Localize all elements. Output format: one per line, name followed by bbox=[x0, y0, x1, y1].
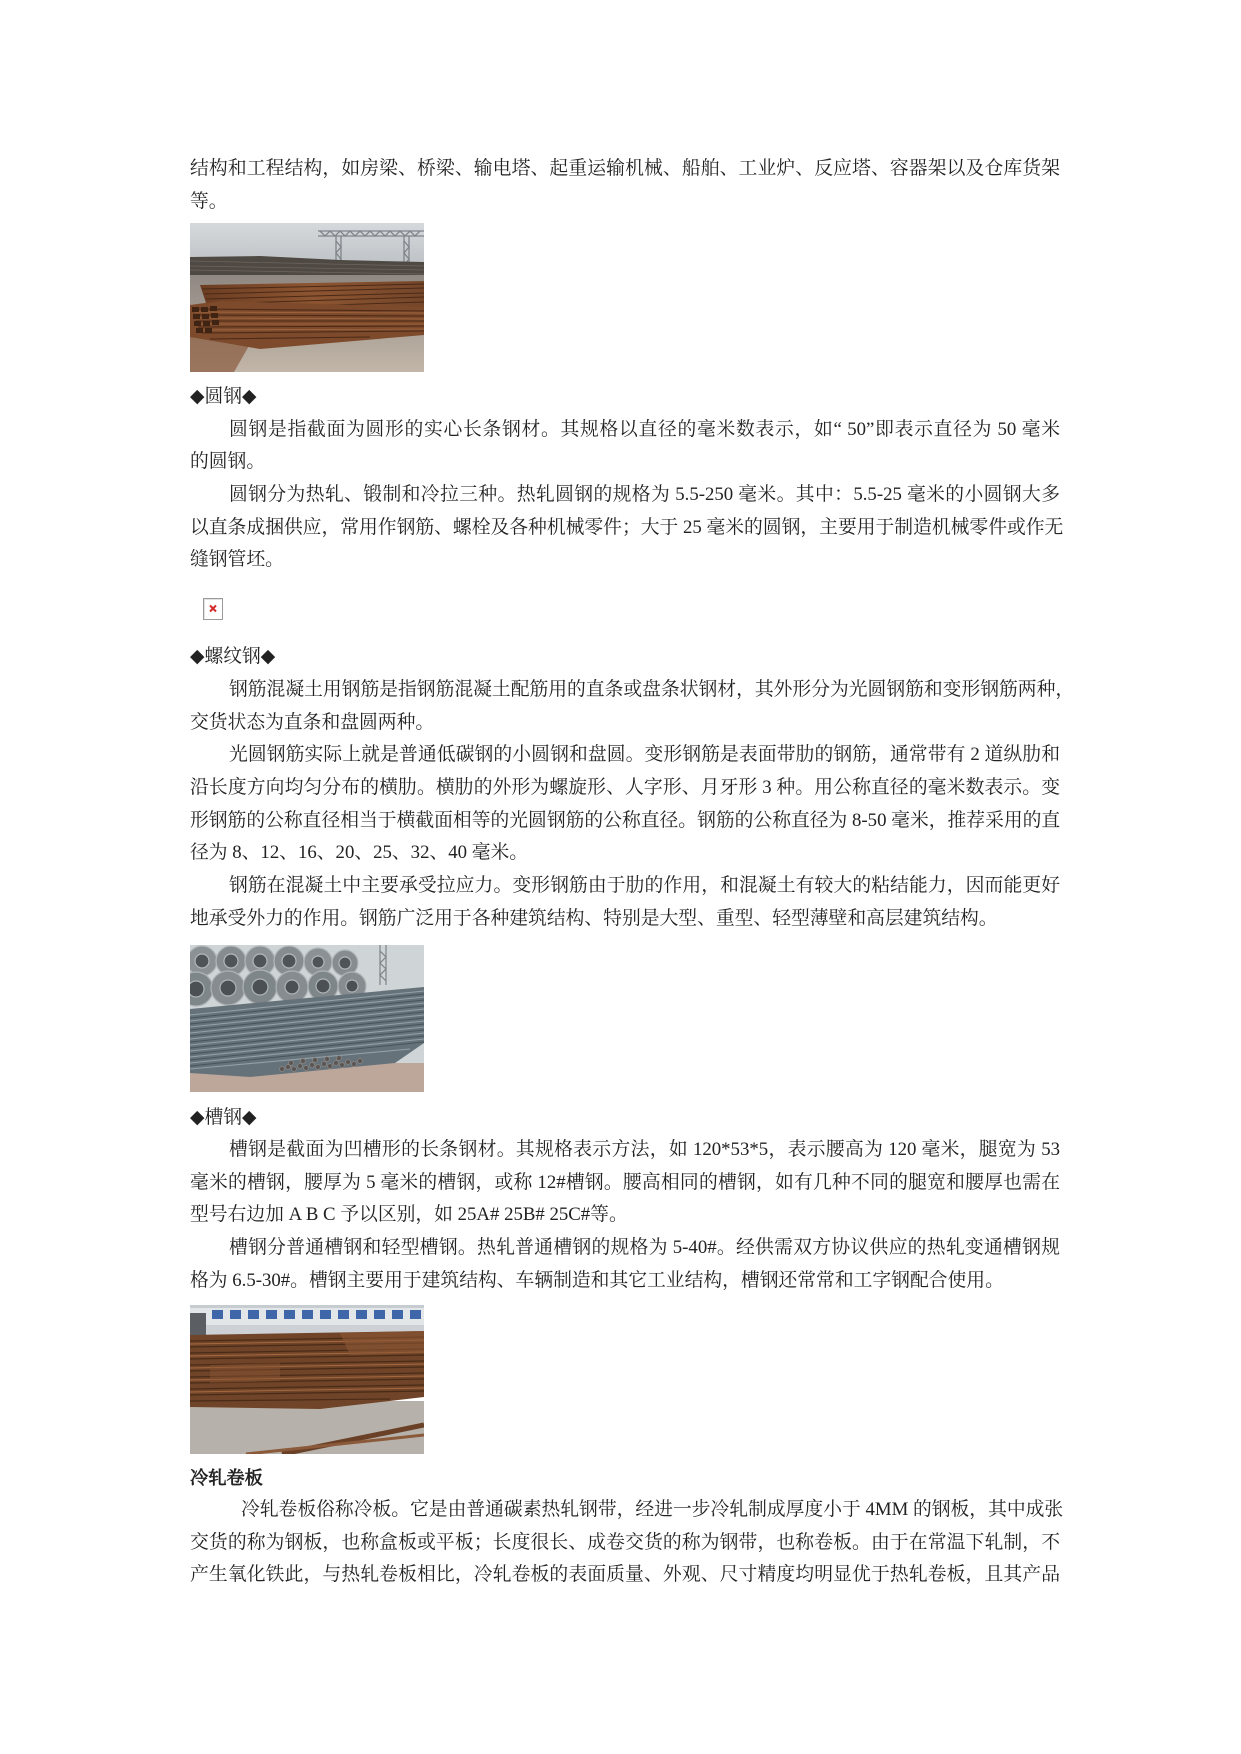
round-steel-body bbox=[190, 414, 1064, 577]
paragraph-line: 沿长度方向均匀分布的横肋。横肋的外形为螺旋形、人字形、月牙形 3 种。用公称直径的毫米数表示。变 bbox=[190, 777, 1060, 799]
paragraph-line: 毫米的槽钢，腰厚为 5 毫米的槽钢，或称 12#槽钢。腰高相同的槽钢，如有几种不同的腿宽和腰厚也需在 bbox=[190, 1171, 1060, 1193]
paragraph-line: 地承受外力的作用。钢筋广泛用于各种建筑结构、特别是大型、重型、轻型薄壁和高层建筑结构。 bbox=[190, 907, 998, 929]
paragraph-line: 冷轧卷板俗称冷板。它是由普通碳素热轧钢带，经进一步冷轧制成厚度小于 4MM 的钢板，其中成张 bbox=[241, 1499, 1064, 1520]
cold-rolled-coil-body bbox=[190, 1494, 1064, 1592]
paragraph-line: 钢筋混凝土用钢筋是指钢筋混凝土配筋用的直条或盘条状钢材，其外形分为光圆钢筋和变形钢筋两种， bbox=[229, 679, 1075, 700]
paragraph-line: 径为 8、12、16、20、25、32、40 毫米。 bbox=[190, 842, 529, 864]
rebar-bundle-photo bbox=[190, 945, 424, 1092]
paragraph-line: 格为 6.5-30#。槽钢主要用于建筑结构、车辆制造和其它工业结构，槽钢还常常和工字钢配合使用。 bbox=[190, 1269, 1004, 1291]
paragraph-line: 交货的称为钢板，也称盒板或平板；长度很长、成卷交货的称为钢带，也称卷板。由于在常温下轧制，不 bbox=[190, 1531, 1060, 1553]
paragraph-line: 的圆钢。 bbox=[190, 451, 266, 473]
paragraph-line: 产生氧化铁此，与热轧卷板相比，冷轧卷板的表面质量、外观、尺寸精度均明显优于热轧卷板，且其产品 bbox=[190, 1564, 1060, 1586]
paragraph-line: 型号右边加 A B C 予以区别，如 25A# 25B# 25C#等。 bbox=[190, 1204, 628, 1226]
steel-beam-stack-image bbox=[190, 223, 424, 372]
paragraph-line: 圆钢是指截面为圆形的实心长条钢材。其规格以直径的毫米数表示，如“ 50”即表示直径为 50 毫米 bbox=[229, 418, 1060, 440]
channel-steel-stack-photo bbox=[190, 1305, 424, 1454]
paragraph-line: 槽钢是截面为凹槽形的长条钢材。其规格表示方法，如 120*53*5，表示腰高为 120 毫米，腿宽为 53 bbox=[229, 1139, 1060, 1160]
paragraph-line: 光圆钢筋实际上就是普通低碳钢的小圆钢和盘圆。变形钢筋是表面带肋的钢筋，通常带有 2 道纵肋和 bbox=[229, 744, 1060, 766]
channel-steel-stacks bbox=[190, 1331, 424, 1409]
section-heading-round-steel: ◆圆钢◆ bbox=[190, 386, 257, 407]
intro-paragraph bbox=[190, 153, 1060, 218]
paragraph-line: 钢筋在混凝土中主要承受拉应力。变形钢筋由于肋的作用，和混凝土有较大的粘结能力，因而能更好 bbox=[229, 875, 1060, 897]
channel-steel-body bbox=[190, 1134, 1060, 1297]
steel-beam-stack-photo bbox=[190, 223, 424, 372]
section-heading-cold-rolled-coil: 冷轧卷板 bbox=[190, 1467, 263, 1489]
paragraph-line: 形钢筋的公称直径相当于横截面相等的光圆钢筋的公称直径。钢筋的公称直径为 8-50 毫米，推荐采用的直 bbox=[190, 809, 1061, 831]
channel-steel-stack-image bbox=[190, 1305, 424, 1454]
section-heading-rebar: ◆螺纹钢◆ bbox=[190, 646, 276, 667]
paragraph-line: 交货状态为直条和盘圆两种。 bbox=[190, 711, 435, 733]
broken-image-icon bbox=[203, 598, 223, 620]
section-heading-channel-steel: ◆槽钢◆ bbox=[190, 1106, 257, 1128]
paragraph-line: 圆钢分为热轧、锻制和冷拉三种。热轧圆钢的规格为 5.5-250 毫米。其中：5.5-25 毫米的小圆钢大多 bbox=[229, 483, 1060, 505]
rebar-body bbox=[190, 674, 1075, 936]
broken-image-icon-graphic bbox=[203, 598, 223, 620]
paragraph-line: 缝钢管坯。 bbox=[190, 549, 284, 571]
rebar-bundle-image bbox=[190, 945, 424, 1092]
paragraph-line: 以直条成捆供应，常用作钢筋、螺栓及各种机械零件；大于 25 毫米的圆钢，主要用于制造机械零件或作无 bbox=[190, 516, 1064, 538]
paragraph-line: 等。 bbox=[190, 190, 228, 212]
paragraph-line: 槽钢分普通槽钢和轻型槽钢。热轧普通槽钢的规格为 5-40#。经供需双方协议供应的热轧变通槽钢规 bbox=[229, 1237, 1060, 1259]
paragraph-line: 结构和工程结构，如房梁、桥梁、输电塔、起重运输机械、船舶、工业炉、反应塔、容器架以及仓库货架 bbox=[190, 158, 1060, 179]
